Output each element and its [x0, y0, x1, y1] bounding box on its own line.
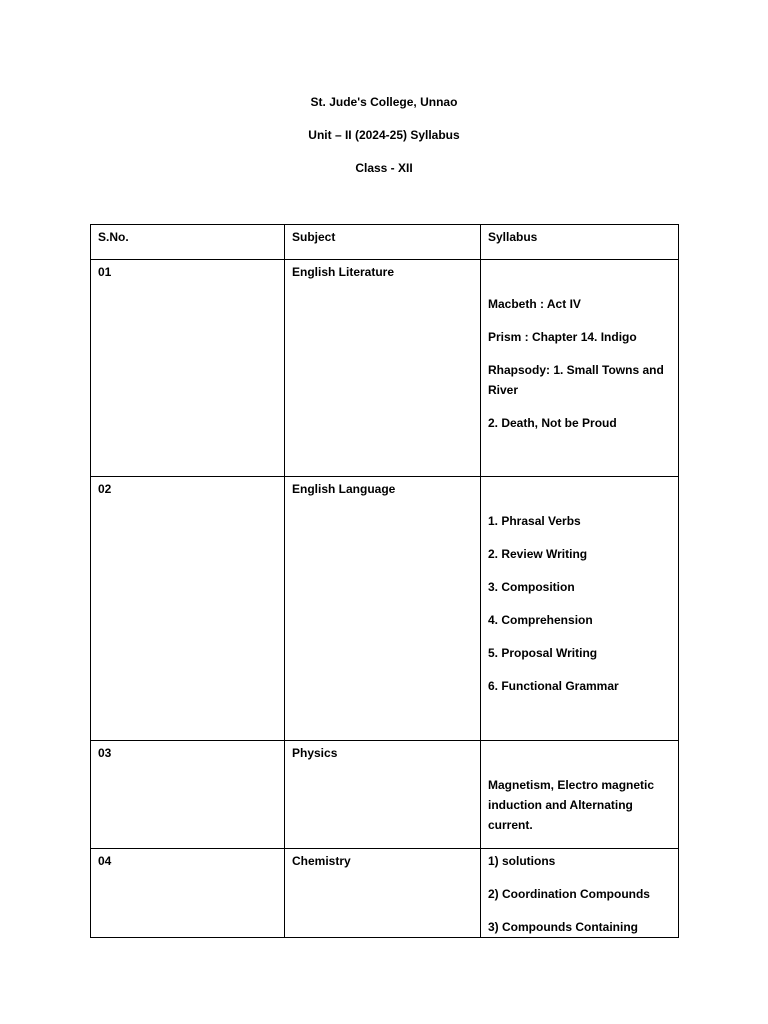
table-header-row [91, 225, 679, 260]
syllabus-item: 3. Composition [488, 580, 575, 594]
syllabus-item: 4. Comprehension [488, 613, 593, 627]
school-name: St. Jude's College, Unnao [310, 95, 458, 109]
syllabus-title: Unit – II (2024-25) Syllabus [308, 128, 460, 142]
row-subject: English Language [285, 477, 481, 741]
row-syllabus [481, 260, 679, 477]
row-subject: Physics [285, 741, 481, 849]
syllabus-item: 2) Coordination Compounds [488, 887, 650, 901]
syllabus-item: 5. Proposal Writing [488, 646, 598, 660]
syllabus-item: 2. Death, Not be Proud [488, 416, 617, 430]
row-subject: Chemistry [285, 849, 481, 938]
row-subject: English Literature [285, 260, 481, 477]
row-syllabus [481, 849, 679, 938]
syllabus-item: 2. Review Writing [488, 547, 588, 561]
syllabus-item: 6. Functional Grammar [488, 679, 619, 693]
row-sno: 02 [91, 477, 285, 741]
table-row [91, 260, 679, 477]
syllabus-item: Magnetism, Electro magnetic induction and Alternating current. [488, 778, 655, 832]
row-sno: 03 [91, 741, 285, 849]
syllabus-item: Prism : Chapter 14. Indigo [488, 330, 637, 344]
row-sno: 04 [91, 849, 285, 938]
syllabus-item: Macbeth : Act IV [488, 297, 581, 311]
row-syllabus [481, 741, 679, 849]
syllabus-table [90, 224, 679, 938]
row-sno: 01 [91, 260, 285, 477]
syllabus-item: Rhapsody: 1. Small Towns and River [488, 363, 664, 397]
header-sno: S.No. [91, 225, 285, 260]
row-syllabus [481, 477, 679, 741]
syllabus-item: 1. Phrasal Verbs [488, 514, 581, 528]
syllabus-item: 1) solutions [488, 854, 556, 868]
header-subject: Subject [285, 225, 481, 260]
table-row [91, 741, 679, 849]
table-row [91, 477, 679, 741]
syllabus-item: 3) Compounds Containing [488, 920, 638, 934]
class-label: Class - XII [355, 161, 413, 175]
table-row [91, 849, 679, 938]
header-syllabus: Syllabus [481, 225, 679, 260]
